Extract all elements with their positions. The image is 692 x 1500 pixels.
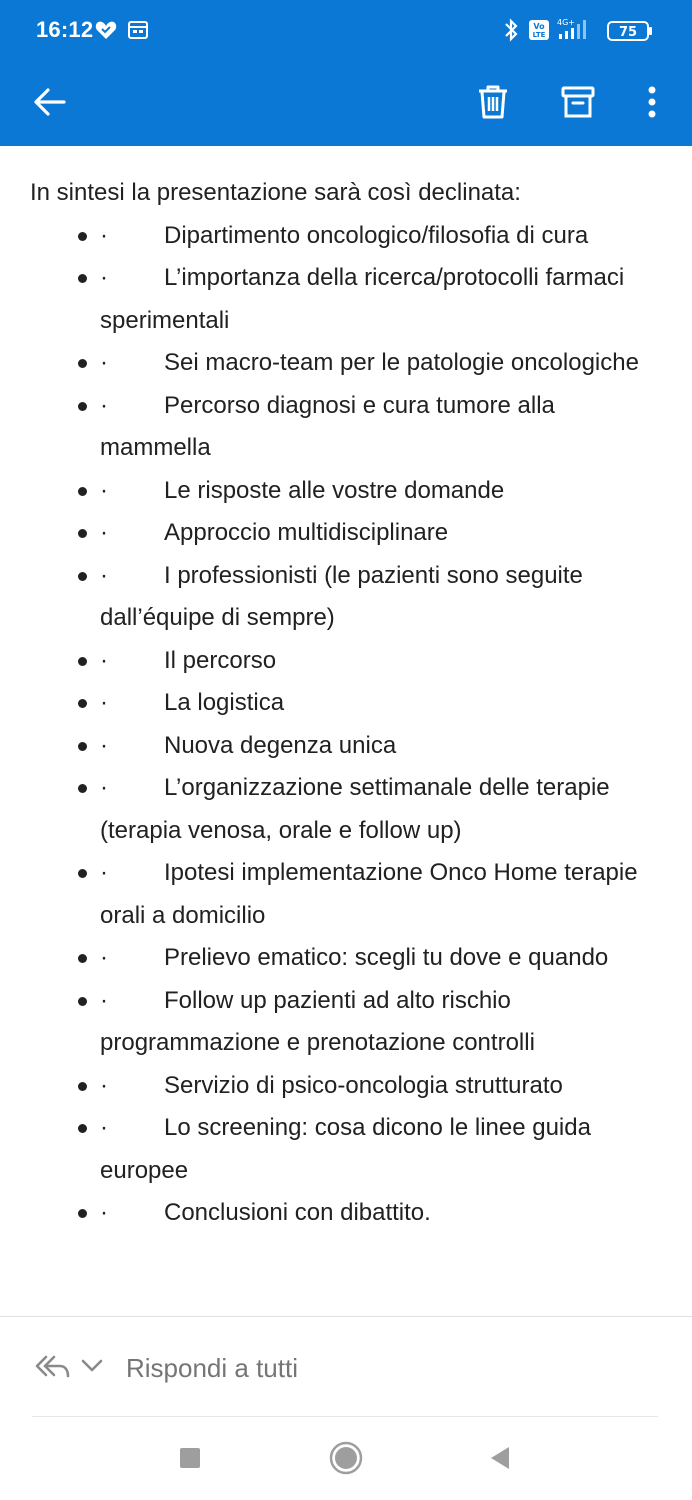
list-item xyxy=(30,640,670,683)
bullet-icon xyxy=(78,359,87,368)
volte-icon xyxy=(528,19,550,46)
list-item xyxy=(30,512,670,555)
svg-text:Vo: Vo xyxy=(533,22,545,31)
archive-button[interactable] xyxy=(548,74,608,134)
status-bar xyxy=(0,0,692,62)
bullet-icon xyxy=(78,529,87,538)
list-item xyxy=(30,257,670,342)
bullet-icon xyxy=(78,954,87,963)
item-text: Le risposte alle vostre domande xyxy=(164,476,505,504)
bullet-icon xyxy=(78,742,87,751)
system-nav-bar xyxy=(0,1420,692,1500)
item-marker: · xyxy=(100,859,108,886)
trash-icon xyxy=(476,84,510,125)
item-text: Prelievo ematico: scegli tu dove e quando xyxy=(164,944,609,971)
item-text: Servizio di psico-oncologia strutturato xyxy=(164,1071,563,1099)
back-nav-button[interactable] xyxy=(470,1438,530,1482)
bullet-icon xyxy=(78,657,87,666)
item-marker: · xyxy=(100,221,108,249)
item-text: Conclusioni con dibattito. xyxy=(164,1199,431,1226)
bullet-icon xyxy=(78,699,87,708)
item-text: L’organizzazione settimanale delle terapie (terapia venosa, orale e follow up) xyxy=(100,774,610,844)
more-vert-icon xyxy=(647,86,657,123)
item-marker: · xyxy=(100,731,108,759)
app-bar xyxy=(0,0,692,146)
item-text: Dipartimento oncologico/filosofia di cura xyxy=(164,221,589,249)
footer-divider xyxy=(0,1316,692,1317)
item-marker: · xyxy=(100,689,108,716)
list-item xyxy=(30,215,670,258)
home-button[interactable] xyxy=(316,1438,376,1482)
square-recents-icon xyxy=(179,1447,201,1474)
message-body xyxy=(30,172,670,1235)
triangle-back-icon xyxy=(489,1446,511,1475)
list-item xyxy=(30,767,670,852)
bluetooth-icon xyxy=(503,17,519,48)
bullet-icon xyxy=(78,1082,87,1091)
list-item xyxy=(30,1065,670,1108)
delete-button[interactable] xyxy=(463,74,523,134)
bullet-icon xyxy=(78,997,87,1006)
item-marker: · xyxy=(100,561,108,589)
item-marker: · xyxy=(100,476,108,504)
list-item xyxy=(30,725,670,768)
item-text: I professionisti (le pazienti sono seguite dall’équipe di sempre) xyxy=(100,561,583,631)
item-text: Il percorso xyxy=(164,646,277,674)
battery-icon xyxy=(607,20,653,47)
bullet-icon xyxy=(78,784,87,793)
list-item xyxy=(30,1192,670,1235)
item-text: L’importanza della ricerca/protocolli farmaci sperimentali xyxy=(100,264,625,334)
agenda-list xyxy=(30,215,670,1235)
reply-all-button[interactable] xyxy=(34,1340,298,1396)
archive-icon xyxy=(561,85,595,124)
reply-all-label: Rispondi a tutti xyxy=(126,1352,298,1383)
item-text: Percorso diagnosi e cura tumore alla mammella xyxy=(100,391,555,461)
item-marker: · xyxy=(100,646,108,674)
message-toolbar xyxy=(0,62,692,146)
item-marker: · xyxy=(100,944,108,971)
back-button[interactable] xyxy=(20,74,80,134)
list-item xyxy=(30,342,670,385)
back-arrow-icon xyxy=(32,84,68,125)
bullet-icon xyxy=(78,1124,87,1133)
item-marker: · xyxy=(100,986,108,1014)
bullet-icon xyxy=(78,487,87,496)
item-marker: · xyxy=(100,1114,108,1141)
item-marker: · xyxy=(100,1199,108,1226)
calendar-notification-icon xyxy=(128,21,148,44)
bullet-icon xyxy=(78,232,87,241)
list-item xyxy=(30,555,670,640)
item-marker: · xyxy=(100,391,108,419)
battery-level: 75 xyxy=(618,25,638,40)
item-marker: · xyxy=(100,519,108,546)
list-item xyxy=(30,385,670,470)
list-item xyxy=(30,937,670,980)
bullet-icon xyxy=(78,1209,87,1218)
item-marker: · xyxy=(100,264,108,291)
item-marker: · xyxy=(100,1071,108,1099)
item-text: Nuova degenza unica xyxy=(164,731,397,759)
signal-icon xyxy=(555,16,601,47)
item-text: Ipotesi implementazione Onco Home terapie orali a domicilio xyxy=(100,859,638,929)
status-time: 16:12 xyxy=(36,17,94,42)
list-item xyxy=(30,470,670,513)
list-item xyxy=(30,682,670,725)
item-text: Lo screening: cosa dicono le linee guida europee xyxy=(100,1114,591,1184)
reply-divider xyxy=(32,1416,658,1417)
more-options-button[interactable] xyxy=(622,74,682,134)
heart-notification-icon xyxy=(95,20,117,45)
bullet-icon xyxy=(78,274,87,283)
recents-button[interactable] xyxy=(160,1438,220,1482)
reply-all-icon xyxy=(34,1352,70,1385)
item-text: La logistica xyxy=(164,689,285,716)
item-marker: · xyxy=(100,774,108,801)
item-marker: · xyxy=(100,349,108,376)
item-text: Follow up pazienti ad alto rischio programmazione e prenotazione controlli xyxy=(100,986,535,1056)
svg-text:4G+: 4G+ xyxy=(557,18,575,27)
circle-home-icon xyxy=(329,1441,363,1480)
bullet-icon xyxy=(78,572,87,581)
svg-text:LTE: LTE xyxy=(532,31,546,39)
item-text: Approccio multidisciplinare xyxy=(164,519,449,546)
item-text: Sei macro-team per le patologie oncologiche xyxy=(164,349,639,376)
bullet-icon xyxy=(78,869,87,878)
list-item xyxy=(30,1107,670,1192)
list-item xyxy=(30,980,670,1065)
bullet-icon xyxy=(78,402,87,411)
reply-options-chevron-down-icon[interactable] xyxy=(80,1358,104,1379)
list-item xyxy=(30,852,670,937)
message-intro: In sintesi la presentazione sarà così declinata: xyxy=(30,179,521,206)
